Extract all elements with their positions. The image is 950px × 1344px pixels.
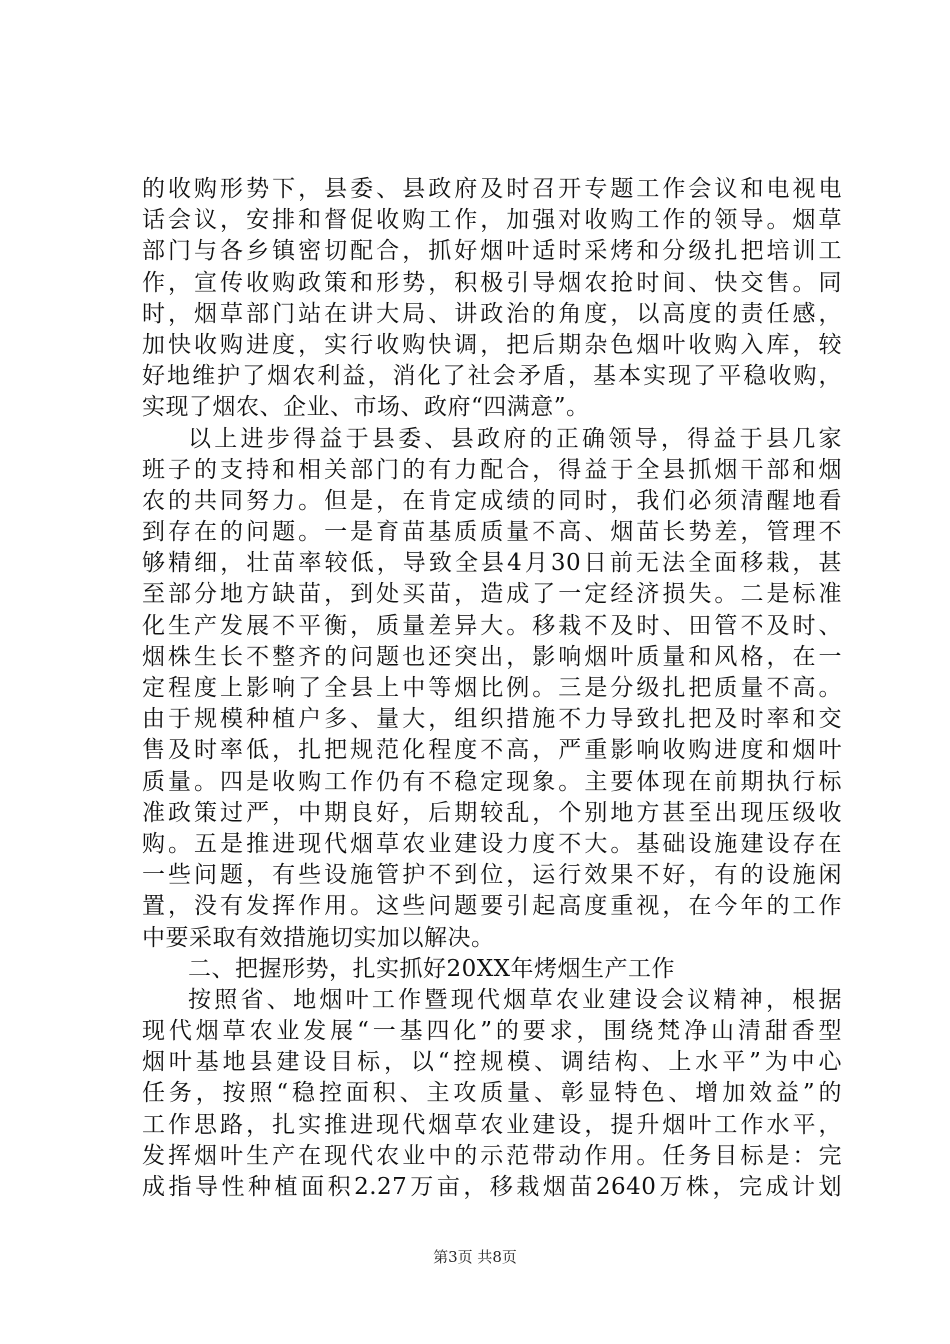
text-line: 时，烟草部门站在讲大局、讲政治的角度，以高度的责任感， xyxy=(142,300,842,327)
text-line: 二、把握形势，扎实抓好20XX年烤烟生产工作 xyxy=(188,955,676,982)
text-line: 质量。四是收购工作仍有不稳定现象。主要体现在前期执行标 xyxy=(142,768,842,795)
text-line: 烟叶基地县建设目标，以“控规模、调结构、上水平”为中心 xyxy=(142,1049,842,1076)
text-line: 以上进步得益于县委、县政府的正确领导，得益于县几家 xyxy=(188,425,842,452)
text-line: 作，宣传收购政策和形势，积极引导烟农抢时间、快交售。同 xyxy=(142,269,842,296)
text-line: 实现了烟农、企业、市场、政府“四满意”。 xyxy=(142,394,590,421)
text-line: 购。五是推进现代烟草农业建设力度不大。基础设施建设存在 xyxy=(142,830,842,857)
text-line: 发挥烟叶生产在现代农业中的示范带动作用。任务目标是：完 xyxy=(142,1142,842,1169)
text-line: 烟株生长不整齐的问题也还突出，影响烟叶质量和风格，在一 xyxy=(142,643,842,670)
text-line: 加快收购进度，实行收购快调，把后期杂色烟叶收购入库，较 xyxy=(142,331,842,358)
text-line: 农的共同努力。但是，在肯定成绩的同时，我们必须清醒地看 xyxy=(142,487,842,514)
text-line: 班子的支持和相关部门的有力配合，得益于全县抓烟干部和烟 xyxy=(142,456,842,483)
text-line: 至部分地方缺苗，到处买苗，造成了一定经济损失。二是标准 xyxy=(142,581,842,608)
page-footer: 第3页 共8页 xyxy=(433,1248,517,1266)
text-line: 成指导性种植面积2.27万亩，移栽烟苗2640万株，完成计划 xyxy=(142,1174,842,1200)
text-line: 一些问题，有些设施管护不到位，运行效果不好，有的设施闲 xyxy=(142,862,842,889)
text-line: 话会议，安排和督促收购工作，加强对收购工作的领导。烟草 xyxy=(142,207,842,234)
text-line: 按照省、地烟叶工作暨现代烟草农业建设会议精神，根据 xyxy=(188,986,842,1013)
text-line: 由于规模种植户多、量大，组织措施不力导致扎把及时率和交 xyxy=(142,706,842,733)
text-line: 工作思路，扎实推进现代烟草农业建设，提升烟叶工作水平， xyxy=(142,1111,842,1138)
text-line: 的收购形势下，县委、县政府及时召开专题工作会议和电视电 xyxy=(142,176,842,202)
text-line: 准政策过严，中期良好，后期较乱，个别地方甚至出现压级收 xyxy=(142,799,842,826)
text-line: 置，没有发挥作用。这些问题要引起高度重视，在今年的工作 xyxy=(142,893,842,920)
document-body xyxy=(142,174,842,1203)
text-line: 定程度上影响了全县上中等烟比例。三是分级扎把质量不高。 xyxy=(142,675,842,701)
text-line: 任务，按照“稳控面积、主攻质量、彰显特色、增加效益”的 xyxy=(142,1080,842,1107)
text-line: 好地维护了烟农利益，消化了社会矛盾，基本实现了平稳收购， xyxy=(142,363,842,390)
text-line: 售及时率低，扎把规范化程度不高，严重影响收购进度和烟叶 xyxy=(142,737,842,764)
text-line: 化生产发展不平衡，质量差异大。移栽不及时、田管不及时、 xyxy=(142,612,842,639)
text-line: 现代烟草农业发展“一基四化”的要求，围绕梵净山清甜香型 xyxy=(142,1018,842,1045)
text-line: 到存在的问题。一是育苗基质质量不高、烟苗长势差，管理不 xyxy=(142,519,842,546)
text-line: 够精细，壮苗率较低，导致全县4月30日前无法全面移栽，甚 xyxy=(142,550,842,577)
text-line: 部门与各乡镇密切配合，抓好烟叶适时采烤和分级扎把培训工 xyxy=(142,238,842,265)
text-line: 中要采取有效措施切实加以解决。 xyxy=(142,924,495,951)
